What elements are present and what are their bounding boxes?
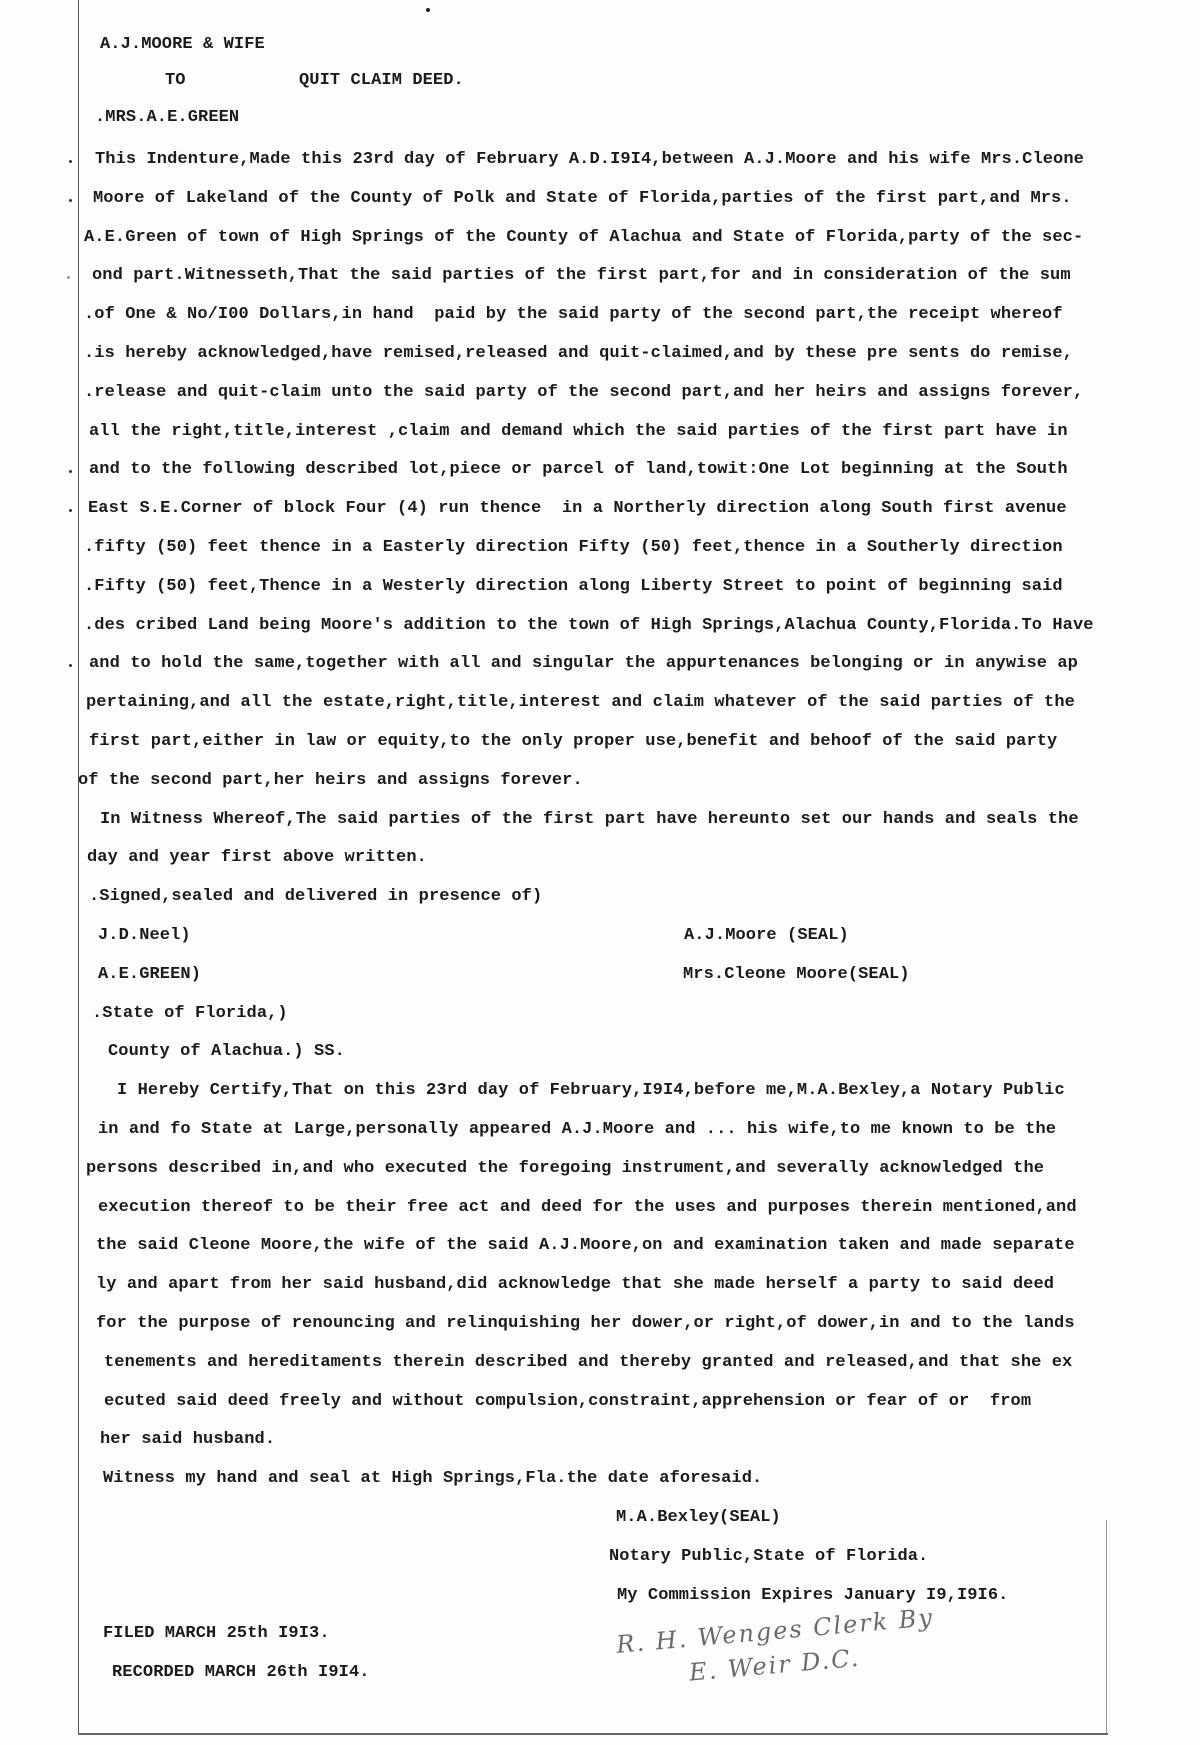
- venue-state: .State of Florida,): [92, 1004, 288, 1023]
- acknowledgment-line: the said Cleone Moore,the wife of the said A.J.Moore,on and examination taken and made separate: [96, 1236, 1075, 1255]
- recorded-date: RECORDED MARCH 26th I9I4.: [112, 1663, 370, 1682]
- deed-line: .fifty (50) feet thence in a Easterly direction Fifty (50) feet,thence in a Southerly direction: [84, 538, 1063, 557]
- margin-mark: [67, 276, 70, 279]
- clerk-signature: R. H. Wenges Clerk By E. Weir D.C.: [615, 1603, 935, 1687]
- acknowledgment-line: execution thereof to be their free act and deed for the uses and purposes therein mentioned,and: [98, 1198, 1077, 1217]
- page-border-right: [1106, 1520, 1107, 1733]
- deed-line: all the right,title,interest ,claim and demand which the said parties of the first part have in: [89, 422, 1068, 441]
- deed-line: .of One & No/I00 Dollars,in hand paid by the said party of the second part,the receipt whereof: [84, 305, 1063, 324]
- acknowledgment-line: ecuted said deed freely and without compulsion,constraint,apprehension or fear of or from: [104, 1392, 1032, 1411]
- deed-line: ond part.Witnesseth,That the said parties of the first part,for and in consideration of the sum: [92, 266, 1071, 285]
- page-border-bottom: [78, 1733, 1108, 1735]
- page-border-left: [78, 0, 79, 1733]
- margin-mark: [69, 470, 72, 473]
- margin-mark: [69, 160, 72, 163]
- grantor-signature: A.J.Moore (SEAL): [684, 926, 849, 945]
- deed-title: QUIT CLAIM DEED.: [299, 71, 464, 90]
- deed-line: East S.E.Corner of block Four (4) run thence in a Northerly direction along South first avenue: [88, 499, 1067, 518]
- acknowledgment-line: her said husband.: [100, 1430, 276, 1449]
- deed-line: .is hereby acknowledged,have remised,released and quit-claimed,and by these pre sents do remise,: [84, 344, 1073, 363]
- to-caption: TO: [165, 71, 186, 90]
- deed-line: and to the following described lot,piece or parcel of land,towit:One Lot beginning at the South: [89, 460, 1068, 479]
- deed-line: pertaining,and all the estate,right,title,interest and claim whatever of the said parties of the: [86, 693, 1075, 712]
- deed-line: Moore of Lakeland of the County of Polk and State of Florida,parties of the first part,and Mrs.: [93, 189, 1072, 208]
- deed-line: .Fifty (50) feet,Thence in a Westerly direction along Liberty Street to point of beginning said: [84, 577, 1063, 596]
- acknowledgment-line: ly and apart from her said husband,did acknowledge that she made herself a party to said deed: [96, 1275, 1055, 1294]
- witness-hand-line: Witness my hand and seal at High Springs,Fla.the date aforesaid.: [103, 1469, 763, 1488]
- grantee-caption: .MRS.A.E.GREEN: [95, 108, 240, 127]
- grantor-signature: Mrs.Cleone Moore(SEAL): [683, 965, 910, 984]
- deed-line: This Indenture,Made this 23rd day of February A.D.I9I4,between A.J.Moore and his wife Mrs.Cleone: [95, 150, 1084, 169]
- margin-mark: [69, 199, 72, 202]
- margin-mark: [69, 509, 72, 512]
- ink-speck: [426, 8, 430, 12]
- deed-line: and to hold the same,together with all and singular the appurtenances belonging or in anywise ap: [89, 654, 1078, 673]
- notary-commission: My Commission Expires January I9,I9I6.: [617, 1586, 1009, 1605]
- notary-title: Notary Public,State of Florida.: [609, 1547, 929, 1566]
- notary-name: M.A.Bexley(SEAL): [616, 1508, 781, 1527]
- witness-name: J.D.Neel): [98, 926, 191, 945]
- deed-line: first part,either in law or equity,to the only proper use,benefit and behoof of the said party: [89, 732, 1058, 751]
- filed-date: FILED MARCH 25th I9I3.: [103, 1624, 330, 1643]
- acknowledgment-line: persons described in,and who executed the foregoing instrument,and severally acknowledged the: [86, 1159, 1045, 1178]
- grantor-caption: A.J.MOORE & WIFE: [100, 35, 265, 54]
- witness-name: A.E.GREEN): [98, 965, 202, 984]
- margin-mark: [69, 664, 72, 667]
- acknowledgment-line: in and fo State at Large,personally appeared A.J.Moore and ... his wife,to me known to be the: [98, 1120, 1057, 1139]
- deed-line: A.E.Green of town of High Springs of the County of Alachua and State of Florida,party of the sec-: [84, 228, 1084, 247]
- witness-clause-line: In Witness Whereof,The said parties of the first part have hereunto set our hands and seals the: [100, 810, 1079, 829]
- deed-line: of the second part,her heirs and assigns forever.: [78, 771, 583, 790]
- deed-line: .release and quit-claim unto the said party of the second part,and her heirs and assigns forever,: [84, 383, 1084, 402]
- acknowledgment-line: tenements and hereditaments therein described and thereby granted and released,and that she ex: [104, 1353, 1073, 1372]
- witness-clause-line: day and year first above written.: [87, 848, 427, 867]
- venue-county: County of Alachua.) SS.: [108, 1042, 345, 1061]
- deed-line: .des cribed Land being Moore's addition to the town of High Springs,Alachua County,Florida.To Have: [84, 616, 1094, 635]
- acknowledgment-line: for the purpose of renouncing and relinquishing her dower,or right,of dower,in and to the lands: [96, 1314, 1075, 1333]
- signed-sealed-line: .Signed,sealed and delivered in presence of): [89, 887, 543, 906]
- acknowledgment-line: I Hereby Certify,That on this 23rd day of February,I9I4,before me,M.A.Bexley,a Notary Public: [117, 1081, 1065, 1100]
